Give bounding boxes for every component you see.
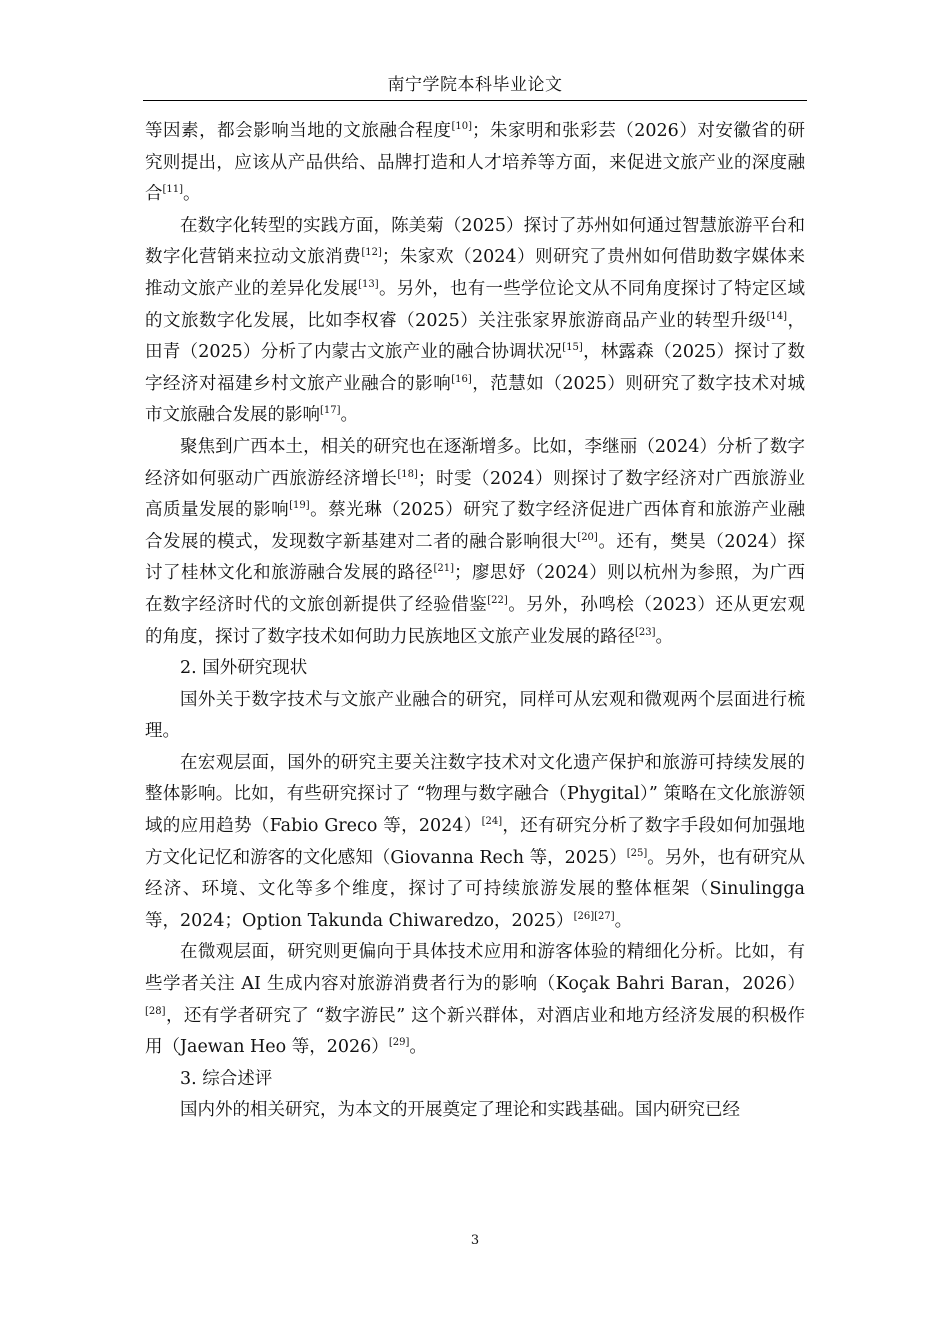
text-run: ；时雯（2024）则探讨了数字经济对广西旅游业高质量发展的影响 (145, 468, 805, 521)
citation-ref: [11] (162, 184, 184, 196)
citation-ref: [28] (145, 1005, 166, 1017)
text-run: ，还有研究分析了数字手段如何加强地方文化记忆和游客的文化感知（Giovanna Rech 等，2025） (145, 816, 805, 868)
text-run: ；朱家明和张彩芸（2026）对安徽省的研究则提出，应该从产品供给、品牌打造和人才培养等方面，来促进文旅产业的深度融合 (145, 121, 805, 205)
text-run: ；朱家欢（2024）则研究了贵州如何借助数字媒体来推动文旅产业的差异化发展 (145, 247, 805, 299)
citation-ref: [20] (577, 531, 598, 543)
citation-ref: [23] (635, 626, 656, 638)
citation-ref: [10] (451, 121, 473, 132)
citation-ref: [18] (397, 468, 418, 480)
citation-ref: [15] (562, 342, 583, 354)
text-run: 。蔡光琳（2025）研究了数字经济促进广西体育和旅游产业融合发展的模式，发现数字新基建对二者的融合影响很大 (145, 500, 805, 552)
citation-ref: [14] (766, 310, 787, 322)
citation-ref: [26] (573, 910, 595, 922)
header-rule (143, 100, 807, 101)
paragraph-1 (145, 116, 805, 211)
running-header: 南宁学院本科毕业论文 (387, 75, 563, 95)
section-heading-review: 3. 综合述评 (180, 1068, 273, 1089)
text-run: 。 (183, 184, 201, 205)
paragraph-2 (145, 211, 805, 432)
text-run: ，范慧如（2025）则研究了数字技术对城市文旅融合发展的影响 (145, 373, 805, 426)
citation-ref: [24] (481, 816, 503, 828)
citation-ref: [21] (433, 563, 454, 575)
paragraph-4: 国外关于数字技术与文旅产业融合的研究，同样可从宏观和微观两个层面进行梳理。 (145, 689, 805, 742)
page-number: 3 (470, 1233, 480, 1248)
citation-ref: [25] (626, 847, 648, 859)
citation-ref: [17] (320, 405, 341, 417)
text-run: 。另外，孙鸣桧（2023）还从更宏观的角度，探讨了数字技术如何助力民族地区文旅产业发展的路径 (145, 594, 805, 647)
paragraph-7: 国内外的相关研究，为本文的开展奠定了理论和实践基础。国内研究已经 (180, 1100, 740, 1121)
text-run: 。 (340, 405, 359, 426)
page-body (145, 116, 805, 1127)
citation-ref: [16] (451, 373, 472, 385)
paragraph-3 (145, 432, 805, 653)
text-run: 。另外，也有研究从经济、环境、文化等多个维度，探讨了可持续旅游发展的整体框架（Sinulingga 等，2024；Option Takunda Chiwaredzo，2025） (145, 847, 806, 931)
text-run: 。还有，樊昊（2024）探讨了桂林文化和旅游融合发展的路径 (145, 531, 805, 584)
text-run: 等因素，都会影响当地的文旅融合程度 (145, 121, 452, 141)
text-run: 。 (409, 1037, 427, 1058)
text-run: 。 (614, 910, 633, 931)
text-run: ；廖思妤（2024）则以杭州为参照，为广西在数字经济时代的文旅创新提供了经验借鉴 (145, 563, 805, 615)
text-run: 在数字化转型的实践方面，陈美菊（2025）探讨了苏州如何通过智慧旅游平台和数字化营销来拉动文旅消费 (145, 215, 805, 268)
text-run: 。 (655, 626, 674, 647)
text-run: ，还有学者研究了 “数字游民” 这个新兴群体，对酒店业和地方经济发展的积极作用（Jaewan Heo 等，2026） (145, 1005, 805, 1058)
text-run: 聚焦到广西本土，相关的研究也在逐渐增多。比如，李继丽（2024）分析了数字经济如何驱动广西旅游经济增长 (145, 436, 805, 489)
paragraph-5 (145, 748, 805, 938)
text-run: 。另外，也有一些学位论文从不同角度探讨了特定区域的文旅数字化发展，比如李权睿（2025）关注张家界旅游商品产业的转型升级 (145, 278, 805, 331)
text-run: ，林露森（2025）探讨了数字经济对福建乡村文旅产业融合的影响 (145, 342, 805, 394)
text-run: 在微观层面，研究则更偏向于具体技术应用和游客体验的精细化分析。比如，有些学者关注 AI 生成内容对旅游消费者行为的影响（Koçak Bahri Baran，2026） (145, 942, 805, 995)
citation-ref: [22] (487, 594, 508, 606)
citation-ref: [13] (358, 278, 379, 290)
text-run: 在宏观层面，国外的研究主要关注数字技术对文化遗产保护和旅游可持续发展的整体影响。比如，有些研究探讨了 “物理与数字融合（Phygital）” 策略在文化旅游领域的应用趋势（Fabio Greco 等，2024） (145, 752, 805, 837)
citation-ref: [27] (594, 910, 615, 922)
section-heading-foreign: 2. 国外研究现状 (180, 658, 308, 679)
citation-ref: [19] (289, 500, 310, 512)
citation-ref: [29] (388, 1037, 410, 1049)
paragraph-6 (145, 937, 805, 1063)
citation-ref: [12] (361, 247, 382, 259)
text-run: ，田青（2025）分析了内蒙古文旅产业的融合协调状况 (145, 310, 805, 363)
